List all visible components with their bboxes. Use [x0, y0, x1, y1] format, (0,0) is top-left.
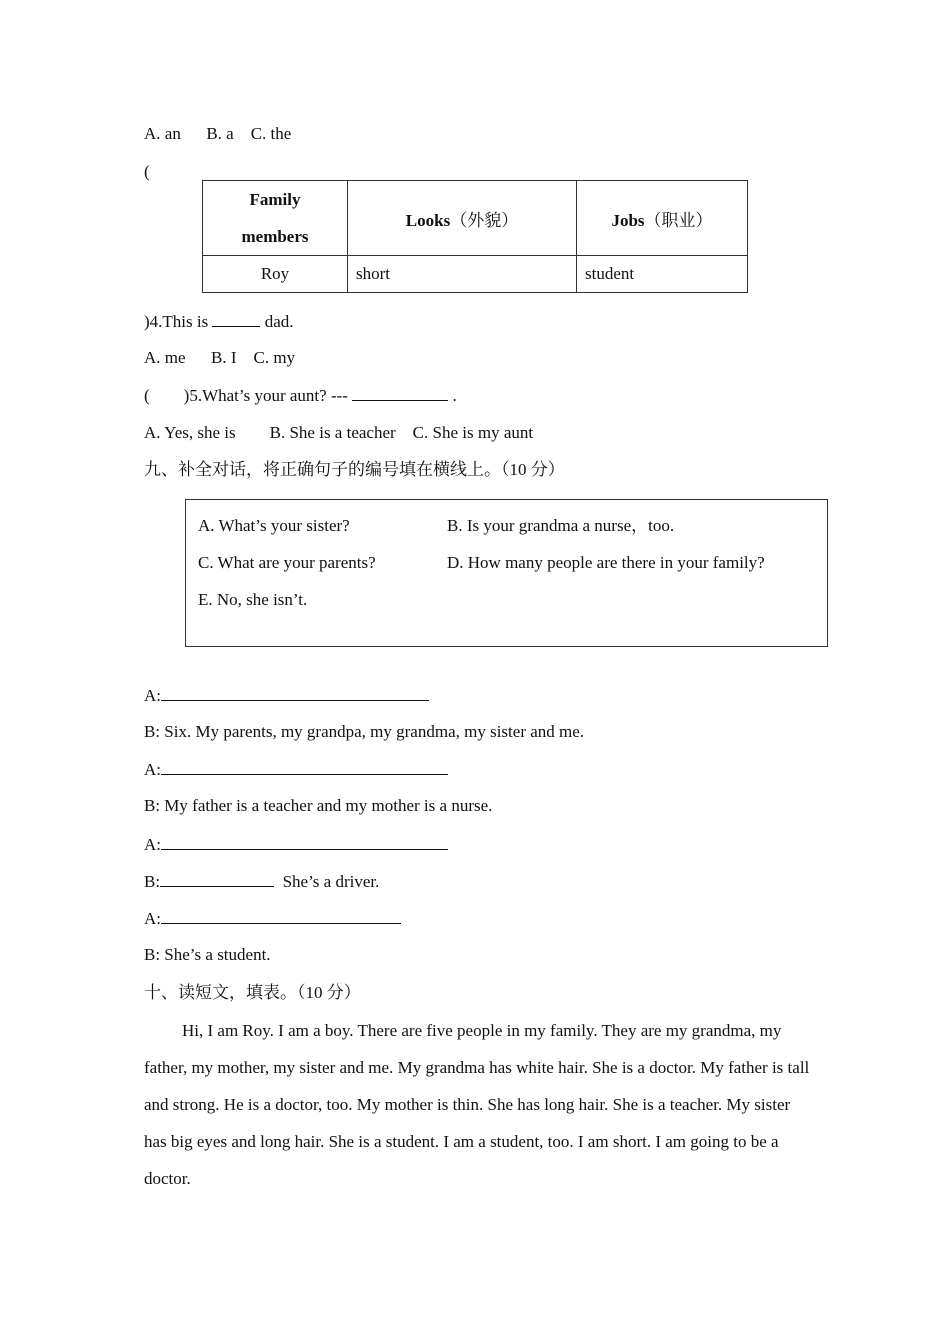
reading-passage: Hi, I am Roy. I am a boy. There are five people in my family. They are my grandma, my father, my mother, my sister and me. My grandma has white hair. She is a doctor. My father is tall and strong. He is a doctor, too. My mother is thin. She has long hair. She is a teacher. My sister has big eyes and long hair. She is a student. I am a student, too. I am short. I am going to be a doctor.: [144, 1021, 810, 1188]
answer-blank[interactable]: [212, 310, 260, 327]
answer-blank[interactable]: [160, 870, 274, 887]
q4-options: A. me B. I C. my: [144, 348, 296, 367]
header-family-members: Family members: [203, 181, 348, 256]
section-9-title: 九、补全对话，将正确句子的编号填在横线上。（10 分）: [144, 460, 565, 479]
dialogue-a2: A:: [144, 758, 448, 781]
cell-looks: short: [348, 256, 577, 293]
header-jobs: Jobs（职业）: [577, 181, 748, 256]
q5-options: A. Yes, she is B. She is a teacher C. She is my aunt: [144, 423, 534, 442]
answer-blank[interactable]: [352, 384, 448, 401]
dialogue-a3: A:: [144, 833, 448, 856]
cell-job: student: [577, 256, 748, 293]
option-a: A. What’s your sister?: [198, 516, 350, 535]
paren-open: (: [144, 162, 150, 181]
dialogue-a1: A:: [144, 684, 429, 707]
answer-blank[interactable]: [161, 833, 448, 850]
header-looks: Looks（外貌）: [348, 181, 577, 256]
option-b: B. Is your grandma a nurse，too.: [447, 516, 675, 535]
answer-blank[interactable]: [161, 758, 448, 775]
options-box: [185, 499, 828, 647]
option-c: C. What are your parents?: [198, 553, 376, 572]
table-row: [203, 256, 748, 293]
section-10-title: 十、读短文，填表。（10 分）: [144, 983, 361, 1002]
dialogue-b1: B: Six. My parents, my grandpa, my grandma, my sister and me.: [144, 722, 585, 741]
family-table: [202, 180, 748, 293]
dialogue-b3: B: She’s a driver.: [144, 872, 380, 891]
answer-blank[interactable]: [161, 684, 429, 701]
answer-blank[interactable]: [161, 907, 401, 924]
dialogue-b2: B: My father is a teacher and my mother is a nurse.: [144, 796, 493, 815]
option-e: E. No, she isn’t.: [198, 590, 308, 609]
table-header-row: [203, 181, 748, 256]
q3-options: A. an B. a C. the: [144, 124, 292, 143]
dialogue-b4: B: She’s a student.: [144, 945, 271, 964]
option-d: D. How many people are there in your family?: [447, 553, 765, 572]
question-5: ( )5.What’s your aunt? --- .: [144, 386, 457, 405]
question-4: )4.This is dad.: [144, 312, 294, 331]
dialogue-a4: A:: [144, 907, 401, 930]
cell-member: Roy: [203, 256, 348, 293]
